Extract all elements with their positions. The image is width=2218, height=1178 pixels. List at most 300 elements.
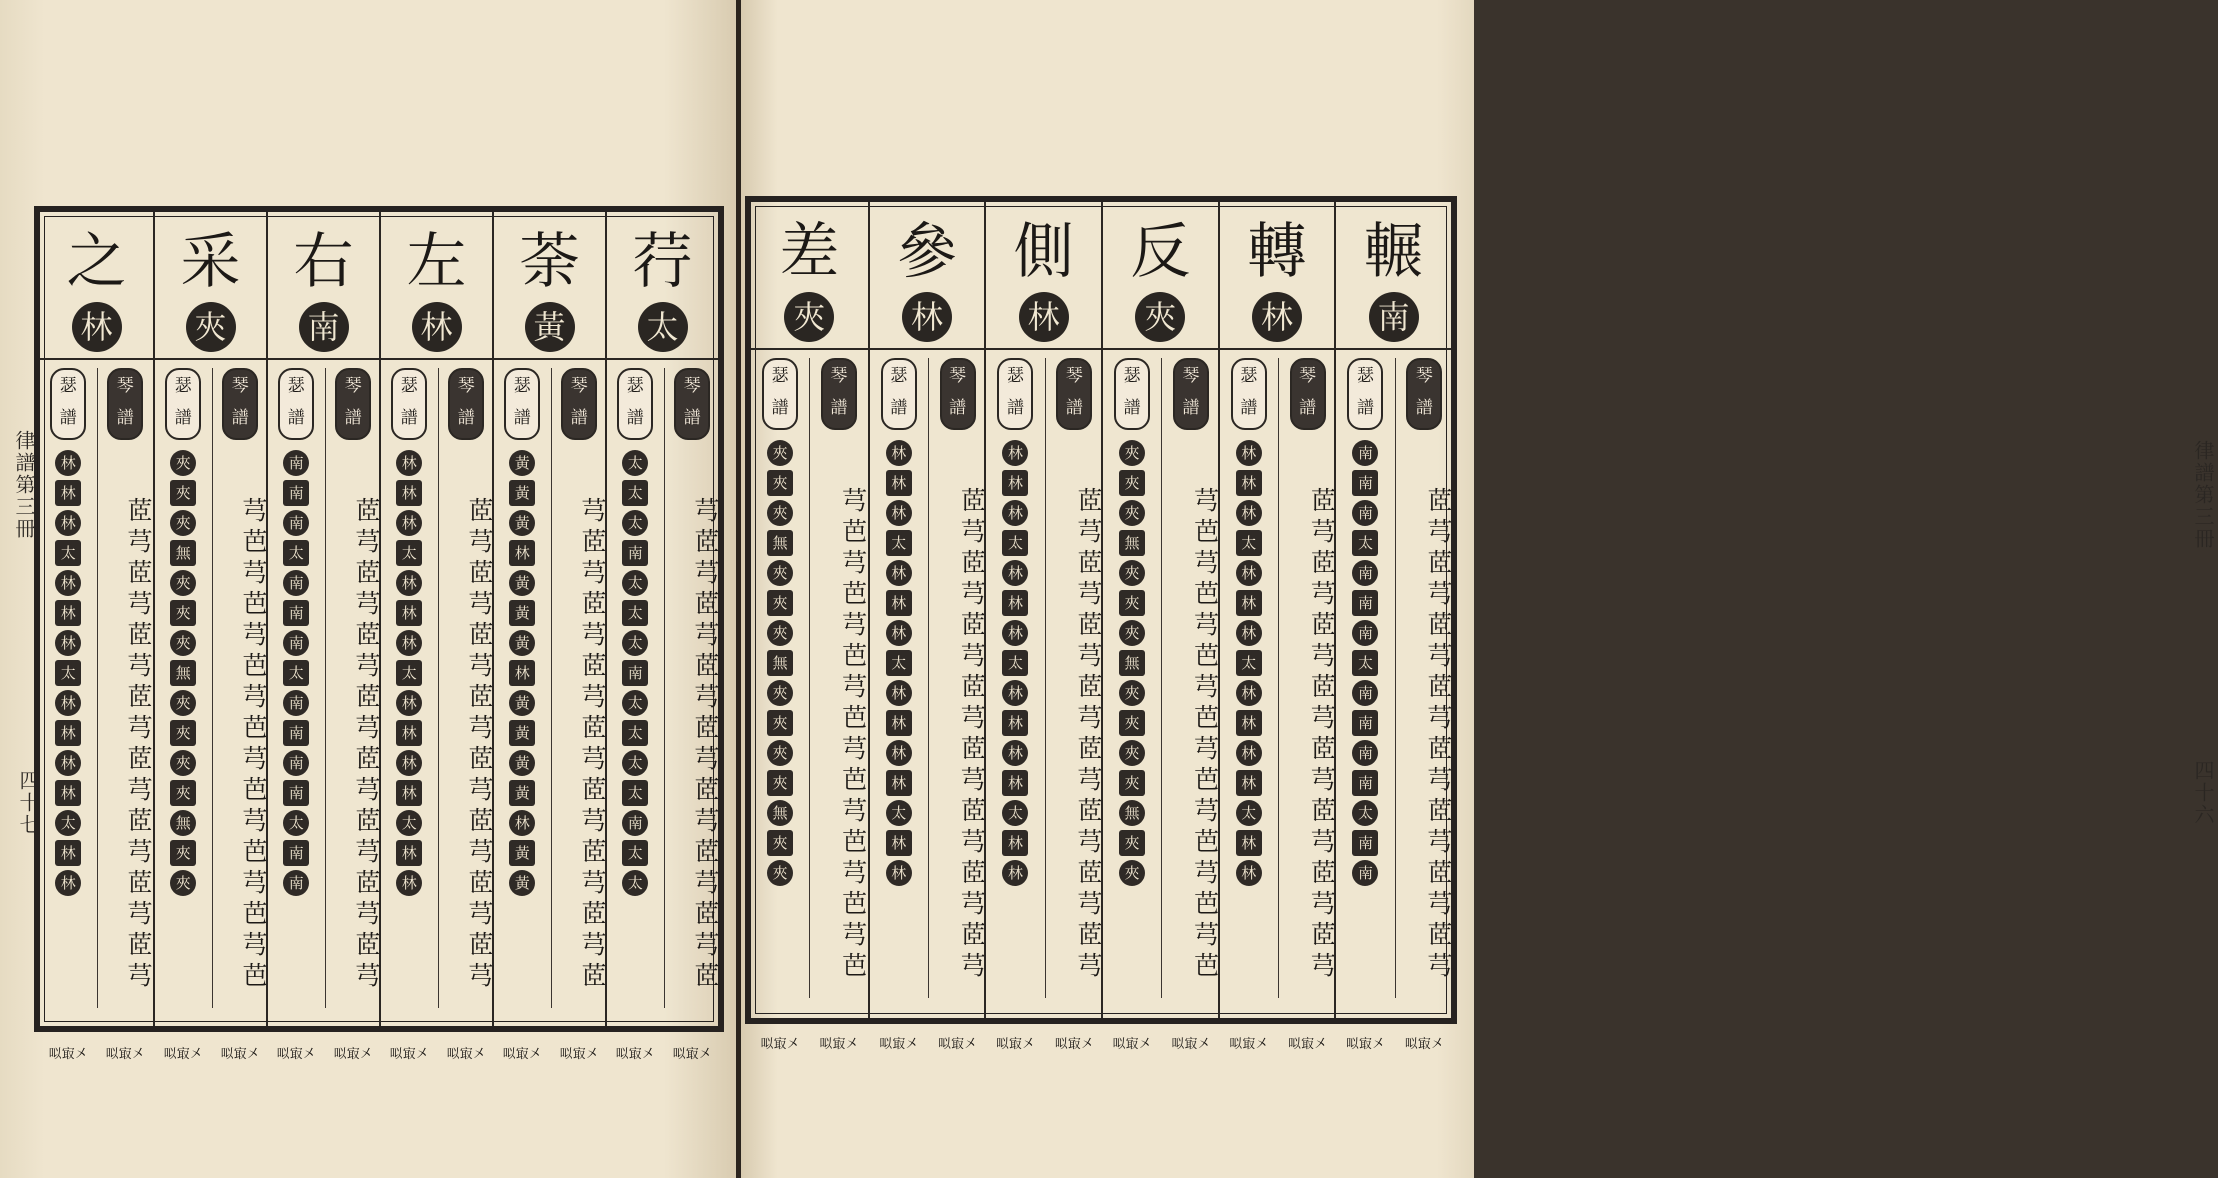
pitch-glyph: 無 (767, 530, 793, 556)
pitch-glyph: 夾 (170, 870, 196, 896)
pitch-glyph: 林 (396, 690, 422, 716)
pitch-glyph: 太 (1236, 530, 1262, 556)
pitch-sequence (1103, 440, 1161, 890)
lyric-character: 左 (406, 227, 467, 297)
pitch-glyph: 林 (886, 590, 912, 616)
score-column (1334, 202, 1453, 1052)
pitch-note-badge: 夾 (784, 292, 834, 342)
lyric-character: 參 (896, 217, 957, 287)
se-pu-subcolumn (751, 358, 809, 1052)
lyric-character: 右 (293, 227, 354, 297)
pitch-glyph: 太 (622, 630, 648, 656)
pitch-glyph: 太 (396, 660, 422, 686)
pitch-glyph: 太 (622, 450, 648, 476)
pitch-note-badge: 夾 (186, 302, 236, 352)
pitch-glyph: 太 (622, 690, 648, 716)
pitch-glyph: 夾 (170, 450, 196, 476)
pitch-glyph: 林 (886, 440, 912, 466)
pitch-glyph: 南 (283, 510, 309, 536)
pitch-glyph: 夾 (767, 440, 793, 466)
pitch-sequence (870, 440, 928, 890)
se-pu-subcolumn (1336, 358, 1394, 1052)
pitch-glyph: 林 (396, 570, 422, 596)
pitch-glyph: 林 (1002, 440, 1028, 466)
pitch-sequence (494, 450, 551, 900)
lyric-character: 采 (180, 227, 241, 297)
tablature-glyphs: 茝芎茝芎茝芎茝芎茝芎茝芎茝芎茝芎 (1423, 487, 1453, 983)
tablature-glyphs: 茝芎茝芎茝芎茝芎茝芎茝芎茝芎茝芎 (465, 497, 494, 993)
qin-pu-subcolumn (1395, 358, 1453, 1052)
pitch-glyph: 夾 (767, 770, 793, 796)
pitch-sequence (381, 450, 438, 900)
pitch-glyph: 黃 (509, 570, 535, 596)
column-footer-mark: 㕽㝡㐅 (760, 1037, 800, 1052)
pitch-glyph: 黃 (509, 780, 535, 806)
pitch-sequence (986, 440, 1044, 890)
tablature-sequence (98, 450, 154, 1040)
pitch-glyph: 林 (509, 810, 535, 836)
pitch-glyph: 林 (1236, 830, 1262, 856)
pitch-glyph: 夾 (1119, 710, 1145, 736)
pitch-note-badge: 黃 (525, 302, 575, 352)
pitch-glyph: 黃 (509, 450, 535, 476)
pitch-glyph: 林 (886, 710, 912, 736)
se-pu-subcolumn (607, 368, 664, 1062)
pitch-glyph: 太 (1236, 650, 1262, 676)
column-footer-mark: 㕽㝡㐅 (938, 1037, 978, 1052)
pitch-glyph: 太 (55, 660, 81, 686)
right-folio-number: 四十六 (2191, 760, 2215, 826)
qin-pu-label: 琴譜 (674, 368, 710, 440)
pitch-glyph: 南 (283, 720, 309, 746)
pitch-glyph: 林 (1236, 680, 1262, 706)
qin-pu-label: 琴譜 (1290, 358, 1326, 430)
pitch-glyph: 林 (1236, 560, 1262, 586)
pitch-glyph: 夾 (170, 780, 196, 806)
pitch-glyph: 林 (1002, 770, 1028, 796)
pitch-glyph: 太 (1002, 530, 1028, 556)
pitch-glyph: 太 (622, 480, 648, 506)
pitch-glyph: 南 (1352, 500, 1378, 526)
pitch-glyph: 南 (1352, 620, 1378, 646)
column-footer-mark: 㕽㝡㐅 (1229, 1037, 1269, 1052)
pitch-glyph: 夾 (170, 750, 196, 776)
pitch-glyph: 林 (1002, 860, 1028, 886)
pitch-glyph: 黃 (509, 870, 535, 896)
pitch-glyph: 林 (396, 780, 422, 806)
pitch-glyph: 林 (396, 750, 422, 776)
se-pu-subcolumn (494, 368, 551, 1062)
pitch-glyph: 南 (1352, 830, 1378, 856)
tablature-sequence (929, 440, 986, 1030)
pitch-note-badge: 林 (1252, 292, 1302, 342)
pitch-glyph: 林 (1236, 860, 1262, 886)
column-footer-mark: 㕽㝡㐅 (1112, 1037, 1152, 1052)
qin-pu-label: 琴譜 (561, 368, 597, 440)
tablature-glyphs: 芎芭芎芭芎芭芎芭芎芭芎芭芎芭芎芭 (1190, 487, 1220, 983)
pitch-glyph: 太 (622, 570, 648, 596)
se-pu-label: 瑟譜 (617, 368, 653, 440)
pitch-glyph: 黃 (509, 600, 535, 626)
pitch-glyph: 夾 (1119, 770, 1145, 796)
pitch-glyph: 黃 (509, 630, 535, 656)
pitch-glyph: 林 (55, 750, 81, 776)
pitch-glyph: 林 (886, 470, 912, 496)
pitch-glyph: 無 (170, 540, 196, 566)
pitch-glyph: 南 (622, 540, 648, 566)
pitch-glyph: 林 (1236, 440, 1262, 466)
pitch-sequence (751, 440, 809, 890)
pitch-glyph: 夾 (1119, 470, 1145, 496)
se-pu-label: 瑟譜 (50, 368, 86, 440)
pitch-glyph: 林 (509, 540, 535, 566)
pitch-glyph: 南 (283, 480, 309, 506)
pitch-glyph: 夾 (1119, 440, 1145, 466)
column-footer-mark: 㕽㝡㐅 (220, 1047, 260, 1062)
column-footer-mark: 㕽㝡㐅 (48, 1047, 88, 1062)
pitch-glyph: 夾 (1119, 560, 1145, 586)
lyric-character: 轉 (1246, 217, 1307, 287)
pitch-glyph: 太 (396, 540, 422, 566)
pitch-glyph: 夾 (170, 840, 196, 866)
pitch-glyph: 林 (886, 560, 912, 586)
pitch-glyph: 無 (767, 800, 793, 826)
column-footer-mark: 㕽㝡㐅 (389, 1047, 429, 1062)
tablature-sequence (326, 450, 382, 1040)
lyric-character: 差 (779, 217, 840, 287)
pitch-glyph: 夾 (767, 500, 793, 526)
se-pu-subcolumn (381, 368, 438, 1062)
score-column (868, 202, 987, 1052)
qin-pu-subcolumn (809, 358, 868, 1052)
tablature-sequence (552, 450, 608, 1040)
pitch-glyph: 南 (283, 450, 309, 476)
qin-pu-subcolumn (1045, 358, 1103, 1052)
pitch-glyph: 夾 (767, 860, 793, 886)
tablature-sequence (1162, 440, 1219, 1030)
pitch-glyph: 林 (396, 840, 422, 866)
lyric-character: 之 (66, 227, 127, 297)
pitch-glyph: 太 (886, 530, 912, 556)
pitch-glyph: 夾 (767, 680, 793, 706)
pitch-glyph: 林 (1002, 560, 1028, 586)
pitch-glyph: 林 (1236, 500, 1262, 526)
pitch-glyph: 南 (622, 810, 648, 836)
column-footer-mark: 㕽㝡㐅 (995, 1037, 1035, 1052)
pitch-glyph: 夾 (767, 470, 793, 496)
pitch-glyph: 太 (1002, 650, 1028, 676)
pitch-glyph: 林 (55, 480, 81, 506)
se-pu-subcolumn (40, 368, 97, 1062)
pitch-glyph: 黃 (509, 750, 535, 776)
score-column (40, 212, 153, 1062)
tablature-sequence (439, 450, 495, 1040)
pitch-sequence (40, 450, 97, 900)
pitch-note-badge: 林 (72, 302, 122, 352)
pitch-glyph: 太 (283, 660, 309, 686)
pitch-note-badge: 太 (638, 302, 688, 352)
pitch-sequence (607, 450, 664, 900)
tablature-glyphs: 茝芎茝芎茝芎茝芎茝芎茝芎茝芎茝芎 (1307, 487, 1337, 983)
column-footer-mark: 㕽㝡㐅 (1404, 1037, 1444, 1052)
qin-pu-subcolumn (928, 358, 987, 1052)
column-footer-mark: 㕽㝡㐅 (1345, 1037, 1385, 1052)
tablature-glyphs: 芎茝芎茝芎茝芎茝芎茝芎茝芎茝芎茝 (578, 497, 607, 993)
pitch-glyph: 林 (1236, 620, 1262, 646)
pitch-glyph: 林 (55, 570, 81, 596)
pitch-glyph: 南 (283, 600, 309, 626)
pitch-glyph: 南 (283, 690, 309, 716)
pitch-glyph: 夾 (1119, 620, 1145, 646)
pitch-glyph: 夾 (170, 570, 196, 596)
se-pu-subcolumn (155, 368, 212, 1062)
pitch-glyph: 林 (886, 740, 912, 766)
column-footer-mark: 㕽㝡㐅 (333, 1047, 373, 1062)
pitch-glyph: 林 (55, 870, 81, 896)
pitch-glyph: 林 (509, 660, 535, 686)
score-column (379, 212, 494, 1062)
pitch-glyph: 太 (1002, 800, 1028, 826)
pitch-glyph: 林 (886, 830, 912, 856)
pitch-glyph: 南 (283, 750, 309, 776)
column-footer-mark: 㕽㝡㐅 (1054, 1037, 1094, 1052)
pitch-glyph: 太 (622, 870, 648, 896)
pitch-sequence (155, 450, 212, 900)
pitch-glyph: 南 (1352, 740, 1378, 766)
pitch-glyph: 南 (1352, 680, 1378, 706)
pitch-glyph: 林 (886, 680, 912, 706)
qin-pu-label: 琴譜 (1173, 358, 1209, 430)
se-pu-label: 瑟譜 (762, 358, 798, 430)
tablature-glyphs: 芎茝芎茝芎茝芎茝芎茝芎茝芎茝芎茝 (691, 497, 720, 993)
pitch-glyph: 太 (55, 810, 81, 836)
pitch-glyph: 林 (396, 450, 422, 476)
se-pu-subcolumn (986, 358, 1044, 1052)
pitch-glyph: 黃 (509, 690, 535, 716)
qin-pu-subcolumn (1278, 358, 1337, 1052)
pitch-glyph: 林 (1002, 680, 1028, 706)
tablature-sequence (665, 450, 721, 1040)
pitch-glyph: 林 (1002, 620, 1028, 646)
pitch-glyph: 林 (1002, 590, 1028, 616)
se-pu-label: 瑟譜 (1347, 358, 1383, 430)
pitch-glyph: 南 (622, 660, 648, 686)
pitch-glyph: 林 (55, 840, 81, 866)
pitch-glyph: 南 (283, 570, 309, 596)
pitch-glyph: 黃 (509, 720, 535, 746)
pitch-glyph: 南 (1352, 440, 1378, 466)
pitch-glyph: 林 (1002, 500, 1028, 526)
pitch-glyph: 林 (396, 720, 422, 746)
column-footer-mark: 㕽㝡㐅 (615, 1047, 655, 1062)
pitch-glyph: 林 (886, 620, 912, 646)
pitch-glyph: 太 (622, 750, 648, 776)
pitch-glyph: 太 (622, 780, 648, 806)
column-footer-mark: 㕽㝡㐅 (672, 1047, 712, 1062)
column-footer-mark: 㕽㝡㐅 (276, 1047, 316, 1062)
pitch-glyph: 林 (1236, 740, 1262, 766)
qin-pu-subcolumn (664, 368, 721, 1062)
lyric-character: 荼 (519, 227, 580, 297)
lyric-character: 側 (1013, 217, 1074, 287)
pitch-sequence (1336, 440, 1394, 890)
lyric-character: 反 (1130, 217, 1191, 287)
pitch-glyph: 太 (55, 540, 81, 566)
pitch-glyph: 夾 (1119, 680, 1145, 706)
pitch-note-badge: 南 (1369, 292, 1419, 342)
pitch-glyph: 夾 (767, 620, 793, 646)
pitch-glyph: 無 (1119, 530, 1145, 556)
score-column (605, 212, 720, 1062)
column-footer-mark: 㕽㝡㐅 (163, 1047, 203, 1062)
pitch-glyph: 夾 (767, 590, 793, 616)
qin-pu-subcolumn (97, 368, 154, 1062)
pitch-note-badge: 林 (412, 302, 462, 352)
pitch-glyph: 南 (1352, 860, 1378, 886)
qin-pu-label: 琴譜 (448, 368, 484, 440)
pitch-glyph: 夾 (767, 740, 793, 766)
score-column (984, 202, 1103, 1052)
pitch-glyph: 林 (1236, 470, 1262, 496)
tablature-glyphs: 茝芎茝芎茝芎茝芎茝芎茝芎茝芎茝芎 (352, 497, 381, 993)
pitch-glyph: 太 (1236, 800, 1262, 826)
pitch-note-badge: 南 (299, 302, 349, 352)
pitch-glyph: 林 (55, 450, 81, 476)
pitch-glyph: 無 (767, 650, 793, 676)
left-margin-title: 律譜第三冊 (12, 430, 36, 540)
left-folio-number: 四十七 (16, 770, 40, 836)
qin-pu-label: 琴譜 (821, 358, 857, 430)
pitch-note-badge: 夾 (1135, 292, 1185, 342)
pitch-glyph: 黃 (509, 840, 535, 866)
pitch-glyph: 太 (886, 800, 912, 826)
pitch-sequence (268, 450, 325, 900)
pitch-glyph: 林 (55, 720, 81, 746)
pitch-glyph: 林 (1002, 740, 1028, 766)
pitch-glyph: 林 (1236, 770, 1262, 796)
pitch-sequence (1220, 440, 1278, 890)
pitch-glyph: 太 (622, 510, 648, 536)
lyric-character: 荇 (632, 227, 693, 297)
se-pu-subcolumn (268, 368, 325, 1062)
column-footer-mark: 㕽㝡㐅 (105, 1047, 145, 1062)
pitch-glyph: 南 (1352, 560, 1378, 586)
pitch-glyph: 南 (283, 870, 309, 896)
pitch-glyph: 夾 (170, 600, 196, 626)
qin-pu-subcolumn (1161, 358, 1220, 1052)
tablature-glyphs: 茝芎茝芎茝芎茝芎茝芎茝芎茝芎茝芎 (124, 497, 153, 993)
pitch-glyph: 南 (1352, 770, 1378, 796)
tablature-sequence (810, 440, 867, 1030)
score-column (1101, 202, 1220, 1052)
column-footer-mark: 㕽㝡㐅 (1171, 1037, 1211, 1052)
left-score-frame (34, 206, 724, 1062)
pitch-glyph: 林 (55, 510, 81, 536)
pitch-glyph: 夾 (1119, 860, 1145, 886)
pitch-glyph: 林 (396, 510, 422, 536)
se-pu-label: 瑟譜 (1114, 358, 1150, 430)
pitch-glyph: 夾 (170, 510, 196, 536)
pitch-glyph: 夾 (1119, 500, 1145, 526)
qin-pu-label: 琴譜 (1406, 358, 1442, 430)
pitch-glyph: 林 (1002, 830, 1028, 856)
qin-pu-subcolumn (212, 368, 269, 1062)
left-page (0, 0, 738, 1178)
pitch-glyph: 夾 (767, 710, 793, 736)
pitch-glyph: 太 (886, 650, 912, 676)
score-column (266, 212, 381, 1062)
pitch-glyph: 夾 (170, 690, 196, 716)
column-footer-mark: 㕽㝡㐅 (446, 1047, 486, 1062)
pitch-glyph: 南 (283, 630, 309, 656)
se-pu-subcolumn (1220, 358, 1278, 1052)
se-pu-subcolumn (1103, 358, 1161, 1052)
pitch-glyph: 林 (55, 600, 81, 626)
pitch-glyph: 林 (886, 500, 912, 526)
pitch-glyph: 林 (396, 870, 422, 896)
tablature-sequence (1046, 440, 1103, 1030)
column-footer-mark: 㕽㝡㐅 (1288, 1037, 1328, 1052)
pitch-glyph: 南 (1352, 590, 1378, 616)
se-pu-subcolumn (870, 358, 928, 1052)
pitch-glyph: 無 (170, 810, 196, 836)
pitch-glyph: 南 (1352, 710, 1378, 736)
pitch-glyph: 林 (1002, 470, 1028, 496)
pitch-glyph: 南 (1352, 470, 1378, 496)
score-column (153, 212, 268, 1062)
pitch-glyph: 南 (283, 780, 309, 806)
pitch-glyph: 黃 (509, 480, 535, 506)
pitch-note-badge: 林 (1019, 292, 1069, 342)
pitch-glyph: 太 (1352, 800, 1378, 826)
qin-pu-label: 琴譜 (335, 368, 371, 440)
se-pu-label: 瑟譜 (165, 368, 201, 440)
pitch-glyph: 林 (886, 770, 912, 796)
pitch-glyph: 無 (1119, 650, 1145, 676)
se-pu-label: 瑟譜 (1231, 358, 1267, 430)
pitch-glyph: 林 (1236, 590, 1262, 616)
pitch-glyph: 黃 (509, 510, 535, 536)
qin-pu-subcolumn (551, 368, 608, 1062)
pitch-glyph: 林 (1002, 710, 1028, 736)
lyric-character: 輾 (1363, 217, 1424, 287)
pitch-glyph: 夾 (1119, 830, 1145, 856)
pitch-glyph: 夾 (170, 630, 196, 656)
column-footer-mark: 㕽㝡㐅 (502, 1047, 542, 1062)
tablature-glyphs: 芎芭芎芭芎芭芎芭芎芭芎芭芎芭芎芭 (838, 487, 868, 983)
pitch-glyph: 太 (622, 720, 648, 746)
pitch-glyph: 林 (396, 600, 422, 626)
tablature-sequence (213, 450, 269, 1040)
pitch-glyph: 夾 (1119, 740, 1145, 766)
se-pu-label: 瑟譜 (881, 358, 917, 430)
pitch-glyph: 太 (283, 810, 309, 836)
pitch-glyph: 夾 (1119, 590, 1145, 616)
right-margin-title: 律譜第三冊 (2191, 440, 2215, 550)
pitch-glyph: 太 (622, 600, 648, 626)
qin-pu-subcolumn (438, 368, 495, 1062)
pitch-glyph: 林 (55, 690, 81, 716)
pitch-glyph: 太 (622, 840, 648, 866)
tablature-glyphs: 茝芎茝芎茝芎茝芎茝芎茝芎茝芎茝芎 (957, 487, 987, 983)
score-column (1218, 202, 1337, 1052)
pitch-glyph: 林 (1236, 710, 1262, 736)
right-score-frame (745, 196, 1457, 1052)
column-footer-mark: 㕽㝡㐅 (879, 1037, 919, 1052)
score-column (751, 202, 868, 1052)
pitch-glyph: 無 (170, 660, 196, 686)
pitch-glyph: 林 (396, 630, 422, 656)
